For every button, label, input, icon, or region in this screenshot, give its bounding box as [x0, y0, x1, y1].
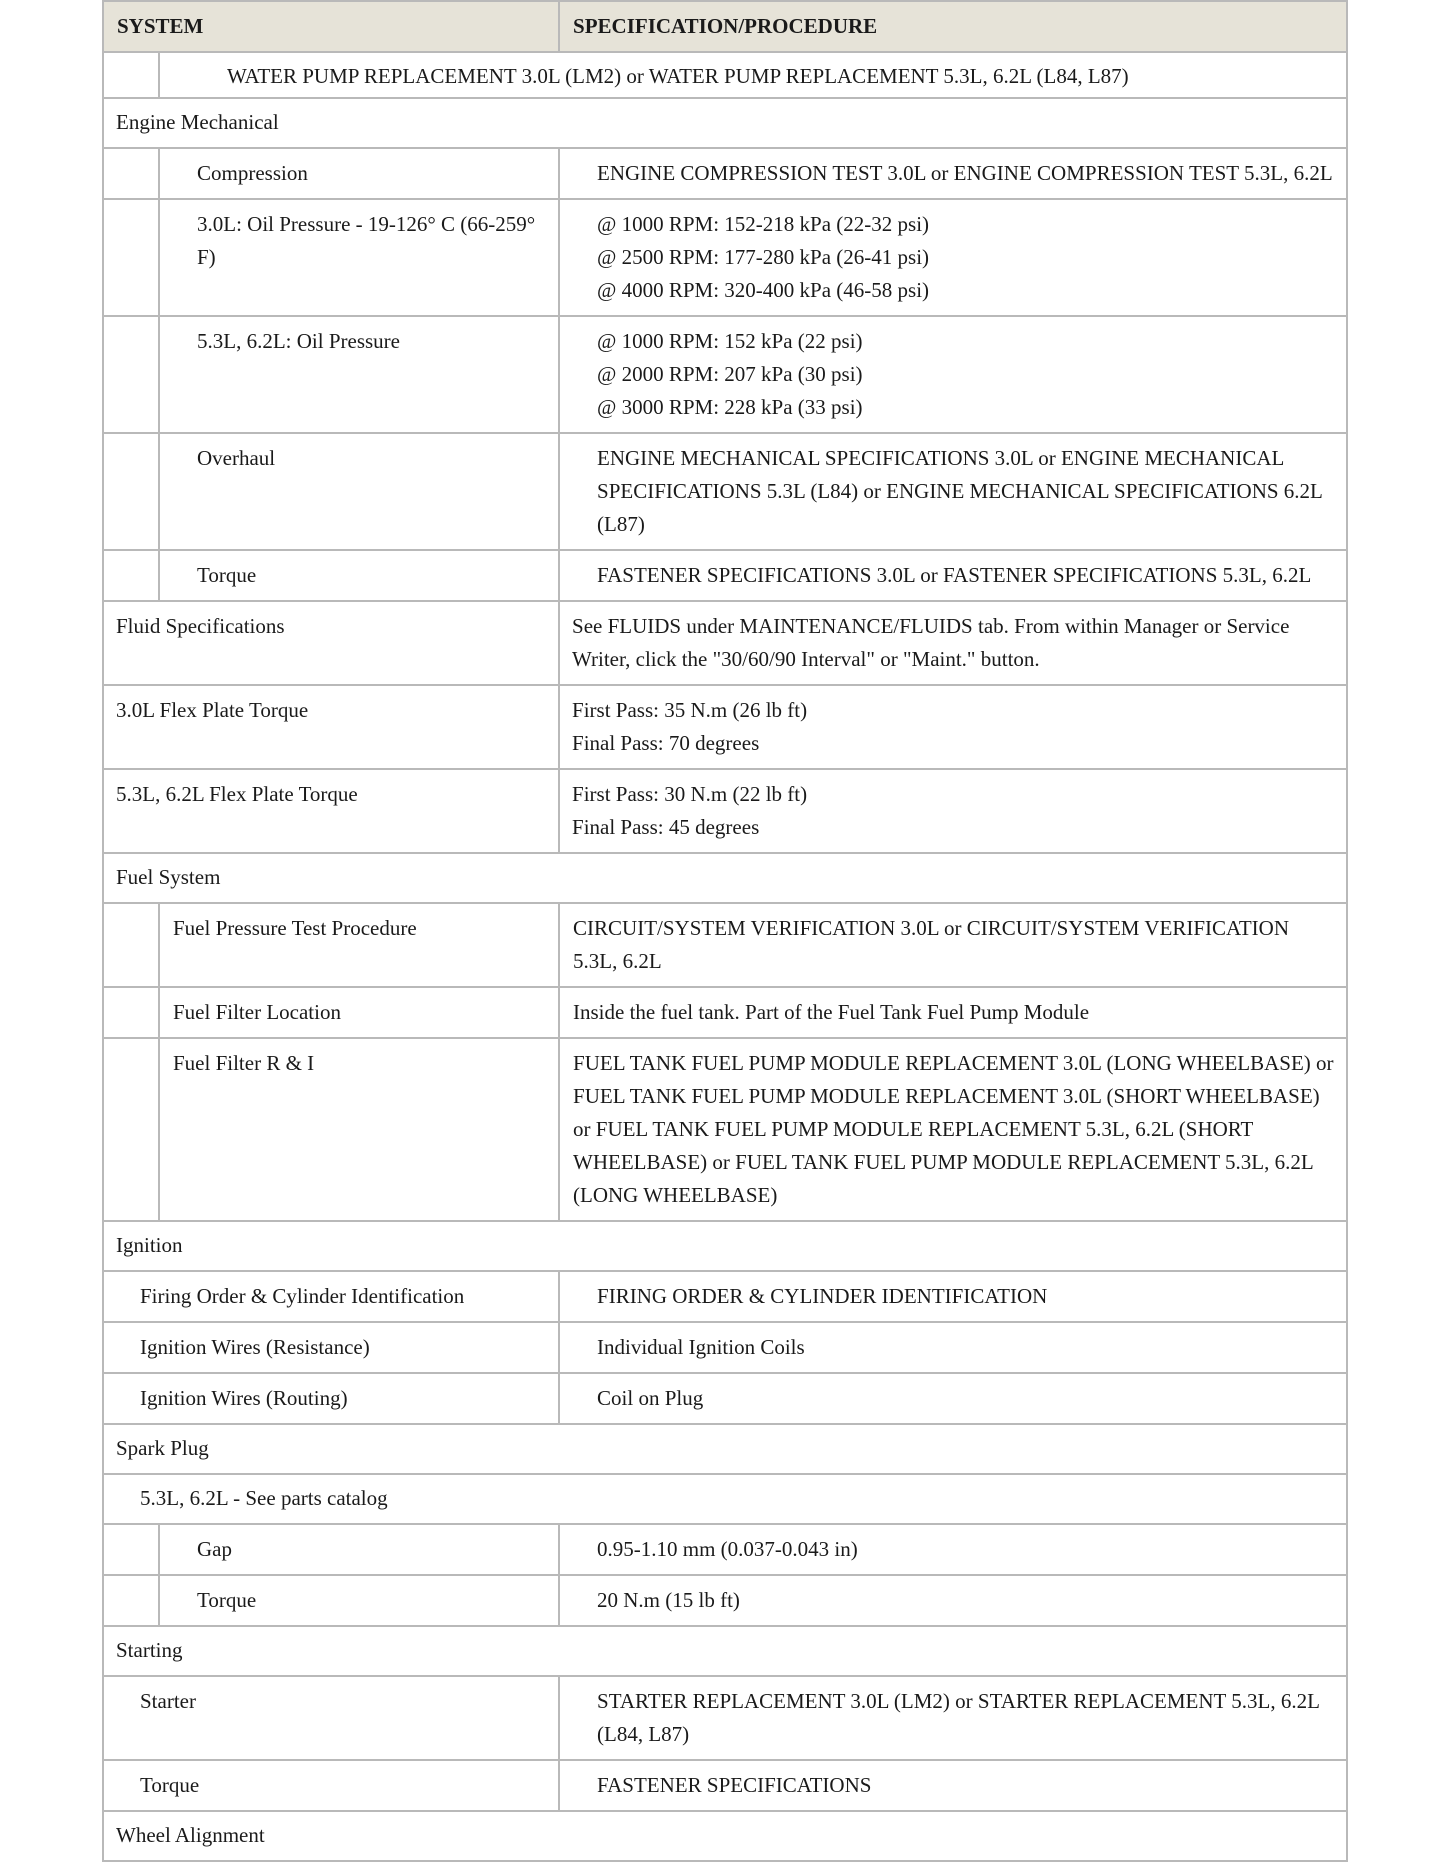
- indent-cell: [103, 316, 159, 433]
- label-cell: [159, 550, 559, 601]
- label-fuel-filter-ri: Fuel Filter R & I: [173, 1051, 315, 1075]
- value-starter: STARTER REPLACEMENT 3.0L (LM2) or STARTER REPLACEMENT 5.3L, 6.2L (L84, L87): [597, 1689, 1320, 1746]
- header-specification: SPECIFICATION/PROCEDURE: [559, 1, 1347, 52]
- label-cell: [103, 601, 559, 685]
- label-fluid-specifications: Fluid Specifications: [116, 614, 285, 638]
- label-fuel-pressure-test: Fuel Pressure Test Procedure: [173, 916, 417, 940]
- value-compression: ENGINE COMPRESSION TEST 3.0L or ENGINE COMPRESSION TEST 5.3L, 6.2L: [597, 161, 1333, 185]
- value-cell: [559, 903, 1347, 987]
- value-cell: [559, 316, 1347, 433]
- table-row: [103, 52, 1347, 98]
- value-spark-plug-gap: 0.95-1.10 mm (0.037-0.043 in): [597, 1537, 858, 1561]
- oil-pressure-line: @ 1000 RPM: 152 kPa (22 psi): [597, 329, 863, 353]
- label-oil-pressure-30: 3.0L: Oil Pressure - 19-126° C (66-259° F): [197, 212, 536, 269]
- label-cell: [103, 685, 559, 769]
- table-row: [103, 1676, 1347, 1760]
- value-ignition-wires-routing: Coil on Plug: [597, 1386, 704, 1410]
- table-row: [103, 685, 1347, 769]
- table-row: [103, 1760, 1347, 1811]
- label-firing-order: Firing Order & Cylinder Identification: [140, 1284, 465, 1308]
- oil-pressure-line: @ 2500 RPM: 177-280 kPa (26-41 psi): [597, 245, 930, 269]
- flex-plate-line: Final Pass: 70 degrees: [572, 731, 760, 755]
- label-cell: [103, 1322, 559, 1373]
- section-row: [103, 853, 1347, 903]
- label-cell: [159, 1575, 559, 1626]
- table-row: [103, 148, 1347, 199]
- specification-table: [102, 0, 1348, 1862]
- value-ignition-wires-resistance: Individual Ignition Coils: [597, 1335, 805, 1359]
- value-cell: [559, 1676, 1347, 1760]
- label-cell: [159, 1524, 559, 1575]
- section-heading-spark-plug: Spark Plug: [116, 1436, 209, 1460]
- table-row: [103, 1322, 1347, 1373]
- table-row: [103, 1038, 1347, 1221]
- value-firing-order: FIRING ORDER & CYLINDER IDENTIFICATION: [597, 1284, 1048, 1308]
- value-cell: [559, 550, 1347, 601]
- table-row: [103, 903, 1347, 987]
- table-row: [103, 433, 1347, 550]
- label-cell: [159, 1038, 559, 1221]
- section-row: [103, 98, 1347, 148]
- flex-plate-line: Final Pass: 45 degrees: [572, 815, 760, 839]
- label-spark-plug-torque: Torque: [197, 1588, 257, 1612]
- subheading-spark-plug-catalog: 5.3L, 6.2L - See parts catalog: [140, 1486, 388, 1510]
- table-row: [103, 1575, 1347, 1626]
- table-row: [103, 987, 1347, 1038]
- value-cell: [559, 1760, 1347, 1811]
- value-cell: [559, 1271, 1347, 1322]
- label-flex-plate-53: 5.3L, 6.2L Flex Plate Torque: [116, 782, 358, 806]
- label-fuel-filter-location: Fuel Filter Location: [173, 1000, 341, 1024]
- section-row: [103, 1221, 1347, 1271]
- label-cell: [103, 1373, 559, 1424]
- label-compression: Compression: [197, 161, 308, 185]
- table-row: [103, 316, 1347, 433]
- oil-pressure-line: @ 4000 RPM: 320-400 kPa (46-58 psi): [597, 278, 930, 302]
- value-cell: [559, 685, 1347, 769]
- value-cell: [559, 601, 1347, 685]
- label-cell: [103, 1760, 559, 1811]
- label-overhaul: Overhaul: [197, 446, 276, 470]
- section-heading-wheel-alignment: Wheel Alignment: [116, 1823, 265, 1847]
- value-cell: [559, 148, 1347, 199]
- label-cell: [103, 769, 559, 853]
- table-row: [103, 199, 1347, 316]
- label-cell: [159, 433, 559, 550]
- table-row: [103, 550, 1347, 601]
- section-cell: [103, 853, 1347, 903]
- table-row: [103, 769, 1347, 853]
- table-row: [103, 1524, 1347, 1575]
- section-cell: [103, 1811, 1347, 1861]
- value-cell: [559, 1322, 1347, 1373]
- value-cell: [559, 769, 1347, 853]
- oil-pressure-line: @ 2000 RPM: 207 kPa (30 psi): [597, 362, 863, 386]
- section-cell: [103, 1221, 1347, 1271]
- section-cell: [103, 1474, 1347, 1524]
- value-spark-plug-torque: 20 N.m (15 lb ft): [597, 1588, 740, 1612]
- section-cell: [103, 98, 1347, 148]
- water-pump-procedure: WATER PUMP REPLACEMENT 3.0L (LM2) or WATER PUMP REPLACEMENT 5.3L, 6.2L (L84, L87): [227, 64, 1129, 88]
- section-cell: [103, 1626, 1347, 1676]
- table-row: [103, 601, 1347, 685]
- value-oil-pressure-53: [560, 317, 1346, 432]
- label-cell: [159, 148, 559, 199]
- table-header-row: [103, 1, 1347, 52]
- indent-cell: [103, 1524, 159, 1575]
- label-flex-plate-30: 3.0L Flex Plate Torque: [116, 698, 309, 722]
- label-cell: [159, 199, 559, 316]
- indent-cell: [103, 52, 159, 98]
- label-starter: Starter: [140, 1689, 196, 1713]
- section-cell: [103, 1424, 1347, 1474]
- flex-plate-line: First Pass: 35 N.m (26 lb ft): [572, 698, 808, 722]
- indent-cell: [103, 987, 159, 1038]
- value-cell: [559, 199, 1347, 316]
- indent-cell: [103, 903, 159, 987]
- value-fuel-filter-location: Inside the fuel tank. Part of the Fuel Tank Fuel Pump Module: [573, 1000, 1090, 1024]
- label-starting-torque: Torque: [140, 1773, 200, 1797]
- water-pump-cell: [159, 52, 1347, 98]
- value-flex-plate-53: [560, 770, 1346, 852]
- section-row: [103, 1474, 1347, 1524]
- indent-cell: [103, 550, 159, 601]
- section-heading-ignition: Ignition: [116, 1233, 183, 1257]
- value-cell: [559, 1038, 1347, 1221]
- value-oil-pressure-30: [560, 200, 1346, 315]
- value-cell: [559, 987, 1347, 1038]
- indent-cell: [103, 148, 159, 199]
- value-cell: [559, 1575, 1347, 1626]
- table-row: [103, 1271, 1347, 1322]
- value-starting-torque: FASTENER SPECIFICATIONS: [597, 1773, 872, 1797]
- label-spark-plug-gap: Gap: [197, 1537, 232, 1561]
- section-heading-fuel-system: Fuel System: [116, 865, 221, 889]
- label-torque: Torque: [197, 563, 257, 587]
- table-row: [103, 1373, 1347, 1424]
- value-cell: [559, 1524, 1347, 1575]
- label-cell: [159, 903, 559, 987]
- value-overhaul: ENGINE MECHANICAL SPECIFICATIONS 3.0L or ENGINE MECHANICAL SPECIFICATIONS 5.3L (L84) or ENGINE MECHANICAL SPECIFICATIONS 6.2L (L87): [597, 446, 1323, 536]
- value-cell: [559, 1373, 1347, 1424]
- section-heading-starting: Starting: [116, 1638, 183, 1662]
- value-torque: FASTENER SPECIFICATIONS 3.0L or FASTENER SPECIFICATIONS 5.3L, 6.2L: [597, 563, 1312, 587]
- section-row: [103, 1626, 1347, 1676]
- label-ignition-wires-resistance: Ignition Wires (Resistance): [140, 1335, 370, 1359]
- section-row: [103, 1424, 1347, 1474]
- header-system: SYSTEM: [103, 1, 559, 52]
- label-cell: [159, 316, 559, 433]
- label-oil-pressure-53: 5.3L, 6.2L: Oil Pressure: [197, 329, 400, 353]
- indent-cell: [103, 433, 159, 550]
- indent-cell: [103, 1575, 159, 1626]
- label-ignition-wires-routing: Ignition Wires (Routing): [140, 1386, 348, 1410]
- label-cell: [103, 1271, 559, 1322]
- oil-pressure-line: @ 1000 RPM: 152-218 kPa (22-32 psi): [597, 212, 930, 236]
- flex-plate-line: First Pass: 30 N.m (22 lb ft): [572, 782, 808, 806]
- oil-pressure-line: @ 3000 RPM: 228 kPa (33 psi): [597, 395, 863, 419]
- value-fuel-pressure-test: CIRCUIT/SYSTEM VERIFICATION 3.0L or CIRCUIT/SYSTEM VERIFICATION 5.3L, 6.2L: [573, 916, 1289, 973]
- value-cell: [559, 433, 1347, 550]
- section-row: [103, 1811, 1347, 1861]
- section-heading-engine-mechanical: Engine Mechanical: [116, 110, 279, 134]
- label-cell: [103, 1676, 559, 1760]
- value-fuel-filter-ri: FUEL TANK FUEL PUMP MODULE REPLACEMENT 3.0L (LONG WHEELBASE) or FUEL TANK FUEL PUMP MODULE REPLACEMENT 3.0L (SHORT WHEELBASE) or FUEL TANK FUEL PUMP MODULE REPLACEMENT 5.3L, 6.2L (SHORT WHEELBASE) or FUEL TANK FUEL PUMP MODULE REPLACEMENT 5.3L, 6.2L (LONG WHEELBASE): [573, 1051, 1334, 1207]
- indent-cell: [103, 1038, 159, 1221]
- indent-cell: [103, 199, 159, 316]
- value-flex-plate-30: [560, 686, 1346, 768]
- value-fluid-specifications: See FLUIDS under MAINTENANCE/FLUIDS tab. From within Manager or Service Writer, click the "30/60/90 Interval" or "Maint." button.: [572, 614, 1290, 671]
- label-cell: [159, 987, 559, 1038]
